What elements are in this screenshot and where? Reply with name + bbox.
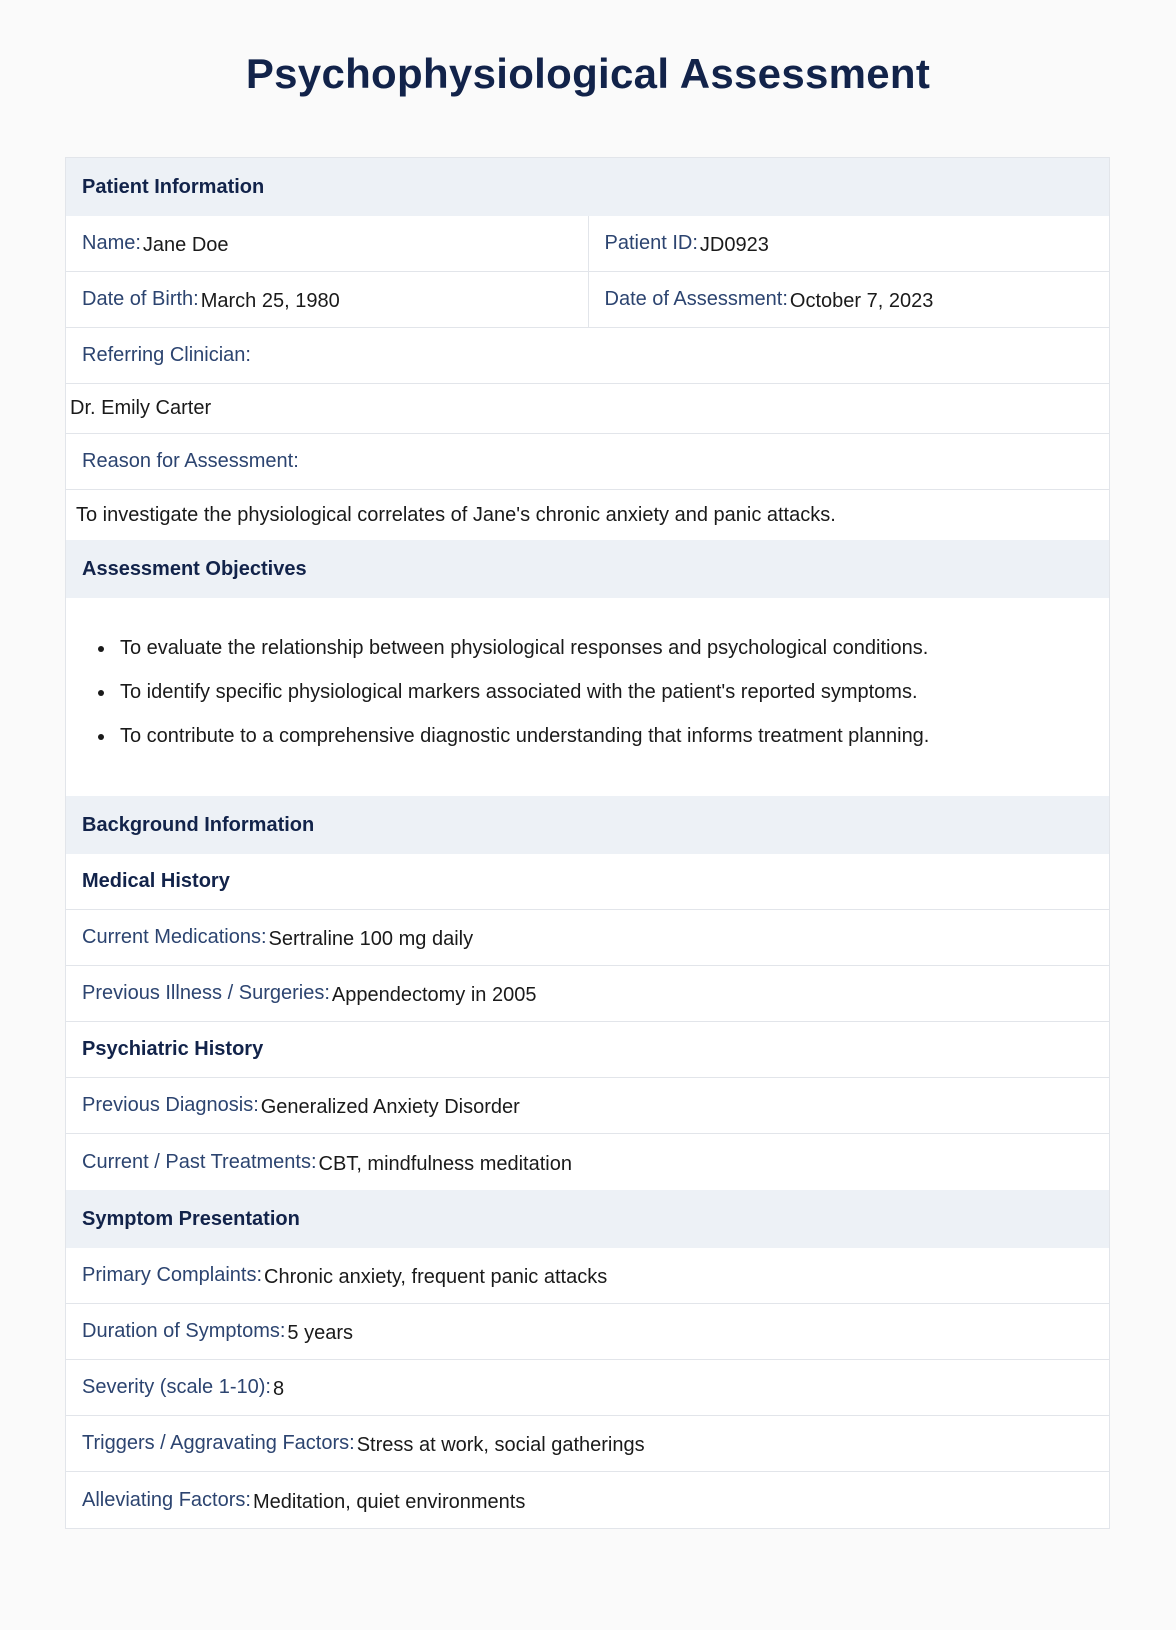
duration-label: Duration of Symptoms: <box>82 1320 286 1342</box>
section-header-assessment-objectives <box>66 540 1109 598</box>
page-title: Psychophysiological Assessment <box>245 50 931 97</box>
section-title: Background Information <box>82 813 315 836</box>
treatments-field[interactable] <box>66 1134 1109 1190</box>
form-row <box>66 490 1109 540</box>
current-medications-label: Current Medications: <box>82 926 267 948</box>
form-row <box>66 910 1109 966</box>
subsection-title: Medical History <box>82 870 230 892</box>
list-item: • To contribute to a comprehensive diagnostic understanding that informs treatment planning. <box>116 724 1109 748</box>
triggers-value: Stress at work, social gatherings <box>356 1434 645 1456</box>
date-of-assessment-label: Date of Assessment: <box>604 288 788 310</box>
name-label: Name: <box>82 232 141 254</box>
subheader-medical-history <box>66 854 1109 910</box>
primary-complaints-label: Primary Complaints: <box>82 1264 263 1286</box>
list-item: • To evaluate the relationship between physiological responses and psychological conditions. <box>116 636 1109 660</box>
objectives-list <box>66 636 1109 748</box>
referring-clinician-label-cell <box>66 328 1109 383</box>
date-of-assessment-value: October 7, 2023 <box>789 290 934 312</box>
patient-id-value: JD0923 <box>699 234 769 256</box>
objectives-list-container <box>66 598 1109 796</box>
section-header-background-information <box>66 796 1109 854</box>
form-row <box>66 1416 1109 1472</box>
triggers-field[interactable] <box>66 1416 1109 1471</box>
date-of-assessment-field[interactable] <box>588 272 1110 327</box>
name-value: Jane Doe <box>142 234 229 256</box>
current-medications-value: Sertraline 100 mg daily <box>268 928 474 950</box>
previous-illness-label: Previous Illness / Surgeries: <box>82 982 330 1004</box>
date-of-birth-field[interactable] <box>66 272 588 327</box>
current-medications-field[interactable] <box>66 910 1109 965</box>
section-title: Assessment Objectives <box>82 557 307 580</box>
reason-for-assessment-label: Reason for Assessment: <box>82 450 299 472</box>
form-row <box>66 272 1109 328</box>
form-row <box>66 1248 1109 1304</box>
referring-clinician-label: Referring Clinician: <box>82 344 251 366</box>
section-title: Patient Information <box>82 175 265 198</box>
form-row <box>66 328 1109 384</box>
duration-value: 5 years <box>287 1322 354 1344</box>
referring-clinician-field[interactable] <box>66 384 1109 433</box>
date-of-birth-label: Date of Birth: <box>82 288 199 310</box>
previous-diagnosis-label: Previous Diagnosis: <box>82 1094 259 1116</box>
section-header-patient-information <box>66 158 1109 216</box>
patient-id-field[interactable] <box>588 216 1110 271</box>
severity-label: Severity (scale 1-10): <box>82 1376 271 1398</box>
patient-id-label: Patient ID: <box>604 232 698 254</box>
form-row <box>66 1472 1109 1528</box>
assessment-form <box>65 157 1110 1529</box>
form-row <box>66 216 1109 272</box>
subheader-psychiatric-history <box>66 1022 1109 1078</box>
reason-for-assessment-field[interactable] <box>66 490 1109 540</box>
section-header-symptom-presentation <box>66 1190 1109 1248</box>
reason-for-assessment-value: To investigate the physiological correlates of Jane's chronic anxiety and panic attacks. <box>76 503 836 526</box>
form-row <box>66 1134 1109 1190</box>
primary-complaints-field[interactable] <box>66 1248 1109 1303</box>
previous-illness-field[interactable] <box>66 966 1109 1021</box>
severity-field[interactable] <box>66 1360 1109 1415</box>
alleviating-factors-value: Meditation, quiet environments <box>252 1490 526 1513</box>
severity-value: 8 <box>272 1378 285 1400</box>
reason-label-cell <box>66 434 1109 489</box>
subsection-title: Psychiatric History <box>82 1038 264 1060</box>
form-row <box>66 384 1109 434</box>
previous-illness-value: Appendectomy in 2005 <box>331 984 537 1006</box>
date-of-birth-value: March 25, 1980 <box>200 290 340 312</box>
form-row <box>66 1078 1109 1134</box>
referring-clinician-value: Dr. Emily Carter <box>70 397 212 419</box>
treatments-value: CBT, mindfulness meditation <box>318 1152 572 1175</box>
previous-diagnosis-field[interactable] <box>66 1078 1109 1133</box>
form-row <box>66 434 1109 490</box>
duration-field[interactable] <box>66 1304 1109 1359</box>
form-row <box>66 966 1109 1022</box>
previous-diagnosis-value: Generalized Anxiety Disorder <box>260 1096 520 1118</box>
name-field[interactable] <box>66 216 588 271</box>
section-title: Symptom Presentation <box>82 1207 300 1230</box>
triggers-label: Triggers / Aggravating Factors: <box>82 1432 355 1454</box>
list-item: • To identify specific physiological markers associated with the patient's reported symptoms. <box>116 680 1109 704</box>
alleviating-factors-label: Alleviating Factors: <box>82 1488 251 1511</box>
alleviating-factors-field[interactable] <box>66 1472 1109 1528</box>
primary-complaints-value: Chronic anxiety, frequent panic attacks <box>264 1266 608 1288</box>
treatments-label: Current / Past Treatments: <box>82 1150 317 1173</box>
form-row <box>66 1304 1109 1360</box>
form-row <box>66 1360 1109 1416</box>
